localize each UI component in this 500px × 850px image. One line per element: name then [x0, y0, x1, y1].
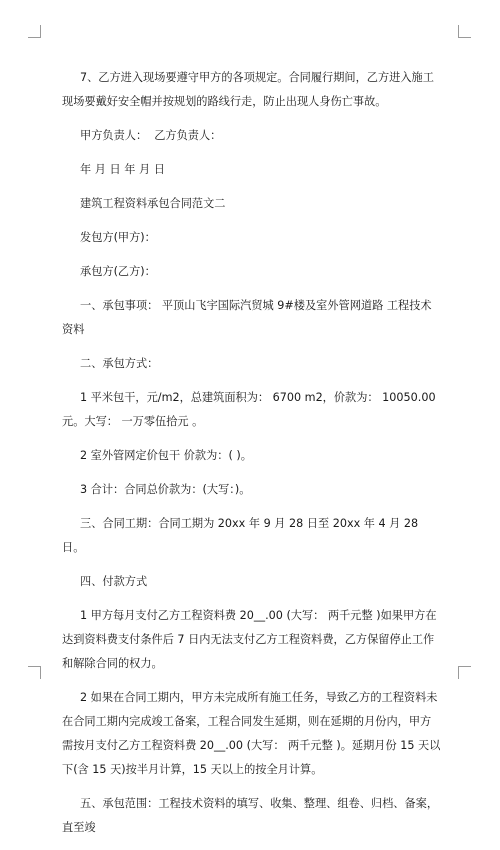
paragraph: 年 月 日 年 月 日 [80, 163, 165, 176]
paragraph: 3 合计：合同总价款为：(大写：)。 [80, 483, 251, 496]
paragraph: 1 平米包干，元/m2，总建筑面积为： 6700 m2，价款为： 10050.00 元。大写： 一万零伍拾元 。 [62, 391, 440, 428]
paragraph: 五、承包范围：工程技术资料的填写、收集、整理、组卷、归档、备案，直至竣 [62, 797, 439, 834]
paragraph: 一、承包事项： 平顶山飞宇国际汽贸城 9#楼及室外管网道路 工程技术资料 [62, 299, 432, 336]
crop-mark-bottom-left [28, 666, 41, 679]
paragraph: 2 室外管网定价包干 价款为：( )。 [80, 449, 252, 462]
paragraph: 发包方(甲方)： [80, 231, 156, 244]
paragraph: 三、合同工期：合同工期为 20xx 年 9 月 28 日至 20xx 年 4 月 28 日。 [62, 517, 422, 554]
crop-mark-top-left [28, 25, 41, 38]
paragraph: 建筑工程资料承包合同范文二 [80, 197, 226, 210]
crop-mark-bottom-right [458, 666, 471, 679]
paragraph: 1 甲方每月支付乙方工程资料费 20__.00 (大写： 两千元整 )如果甲方在达到资料费支付条件后 7 日内无法支付乙方工程资料费，乙方保留停止工作和解除合同的权力。 [62, 609, 437, 670]
paragraph: 7、乙方进入现场要遵守甲方的各项规定。合同履行期间，乙方进入施工现场要戴好安全帽并按规划的路线行走，防止出现人身伤亡事故。 [62, 71, 434, 108]
paragraph: 四、付款方式 [80, 575, 148, 588]
paragraph: 二、承包方式： [80, 357, 159, 370]
crop-mark-top-right [458, 25, 471, 38]
paragraph: 甲方负责人： 乙方负责人： [80, 129, 222, 142]
paragraph: 承包方(乙方)： [80, 265, 156, 278]
paragraph: 2 如果在合同工期内，甲方未完成所有施工任务，导致乙方的工程资料未在合同工期内完成竣工备案，工程合同发生延期，则在延期的月份内，甲方需按月支付乙方工程资料费 20__.00 (大写： 两千元整 )。延期月份 15 天以下(含 15 天)按半月计算，15 天以上的按全月计算。 [62, 691, 441, 776]
document-page [62, 66, 442, 850]
